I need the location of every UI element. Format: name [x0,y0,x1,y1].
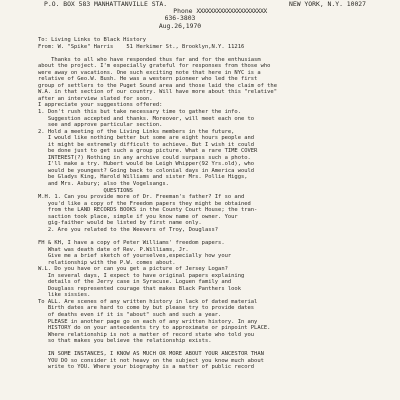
letter-line: saction took place, simple if you know name of owner. Your [38,213,238,220]
letter-line: 1. Don't rush this but take necessary time to gather the info. [38,109,241,116]
letter-line: it might be extremely difficult to achieve. But I wish it could [38,141,255,148]
letter-line: HISTORY do on your antecedents try to approximate or pinpoint PLACE. [38,325,271,332]
letter-line: be Gladys King, Harold Williams and sister Mrs. Pollie Higgs, [38,174,248,181]
letter-line: details of the Jerry case in Syracuse. Loguen family and [38,279,232,286]
letter-line: from the LAND RECORDS BOOKS in the County Court House; the tran- [38,207,258,214]
letter-line: What was death date of Rev. P.Williams, Jr. [38,246,189,253]
letter-line: would be youngest? Going back to colonial days in America would [38,167,255,174]
letter-line: about the project. I'm especially grateful for responses from those who [38,63,271,70]
letter-line: IN SOME INSTANCES, I KNOW AS MUCH OR MORE ABOUT YOUR ANCESTOR THAN [38,351,264,358]
letter-line: Where relationship is not a matter of record state who told you [38,331,255,338]
letter-line: To ALL. Are scenes of any written history in lack of dated material [38,298,258,305]
letter-line: relative of Geo.W. Bush. He was a western pioneer who led the first [38,76,258,83]
letterhead-phone: 636-3803 [164,14,196,23]
letter-line: be done just to get such a group picture. What a rare TIME COVER [38,148,258,155]
letter-line: write to YOU. Where your biography is a matter of public record [38,364,255,371]
letterhead-city: NEW YORK, N.Y. 10027 [289,0,366,8]
letter-line: you'd like a copy of the Freedom papers they might be obtained [38,200,251,207]
letter-line: group of settlers to the Puget Sound area and those laid the claim of the [38,82,277,89]
letter-line: Suggestion accepted and thanks. Moreover, will meet each one to [38,115,255,122]
letter-line: YOU DO so consider it not heavy on the subject you know much about [38,357,264,364]
letter-line: so that makes you believe the relationship exists. [38,338,212,345]
letter-line: Birth dates are hard to come by but please try to provide dates [38,305,255,312]
letter-line: relationship with the P.W. comes about. [38,259,176,266]
letter-line: PLEASE in another page go on each of any written history. In any [38,318,258,325]
letter-line: were away on vacations. One such exciting note that here in NYC is a [38,69,261,76]
letter-date: Aug.26,1970 [158,21,202,30]
letter-line: FH & KH, I have a copy of Peter Williams' freedom papers. [38,239,225,246]
letter-line: From: W. "Spike" Harris 51 Herkimer St., Brooklyn,N.Y. 11216 [38,43,245,50]
letter-line: W.L. Do you have or can you get a picture of Jersey Logan? [38,266,228,273]
letterhead [0,0,400,36]
letter-line: gig-faither would be listed by first name only. [38,220,202,227]
letter-line: of deaths even if it is "about" such and such a year. [38,311,222,318]
letter-line: To: Living Links to Black History [38,37,147,43]
letter-line: M.H. 1. Can you provide more of Dr. Freeman's father? If so and [38,194,245,201]
letter-line: 2. Are you related to the Weevers of Troy, Douglass? [38,226,219,233]
letterhead-pobox: P.O. BOX 583 MANHATTANVILLE STA. [44,0,168,8]
letter-line: INTEREST(?) Nothing in any archive could surpass such a photo. [38,154,251,161]
letter-line: I appreciate your suggestions offered: [38,102,163,109]
letterhead-phone-label: Phone [173,7,193,16]
letterhead-phone-struck: XXXXXXXXXXXXXXXXXXXXX [196,7,267,16]
letter-body [38,37,374,371]
letter-line: In several days, I expect to have original papers explaining [38,272,245,279]
letter-line: QUESTIONS [38,187,133,194]
letter-line: Give me a brief sketch of yourselves,especially how your [38,253,232,260]
letter-line: and Mrs. Asbury; also the Vogelsangs. [38,181,169,188]
letter-line: W.A. in that section of our country. Will have more about this "relative" [38,89,277,96]
letter-line: 2. Hold a meeting of the Living Links members in the future, [38,128,235,135]
letter-line: see and approve particular section. [38,122,163,129]
letter-line: Douglass represented courage that makes Black Panthers look [38,285,241,292]
letter-line: like sissies. [38,292,91,299]
letter-line: Thanks to all who have responded thus far and for the enthusiasm [38,56,261,63]
letter-line: I'll make a try. Hubert would be Leigh Whipper(92 Yrs.old), who [38,161,255,168]
letter-line: after an interview slated for soon. [38,95,153,102]
letter-line: I would like nothing better but some are eight hours people and [38,135,255,142]
